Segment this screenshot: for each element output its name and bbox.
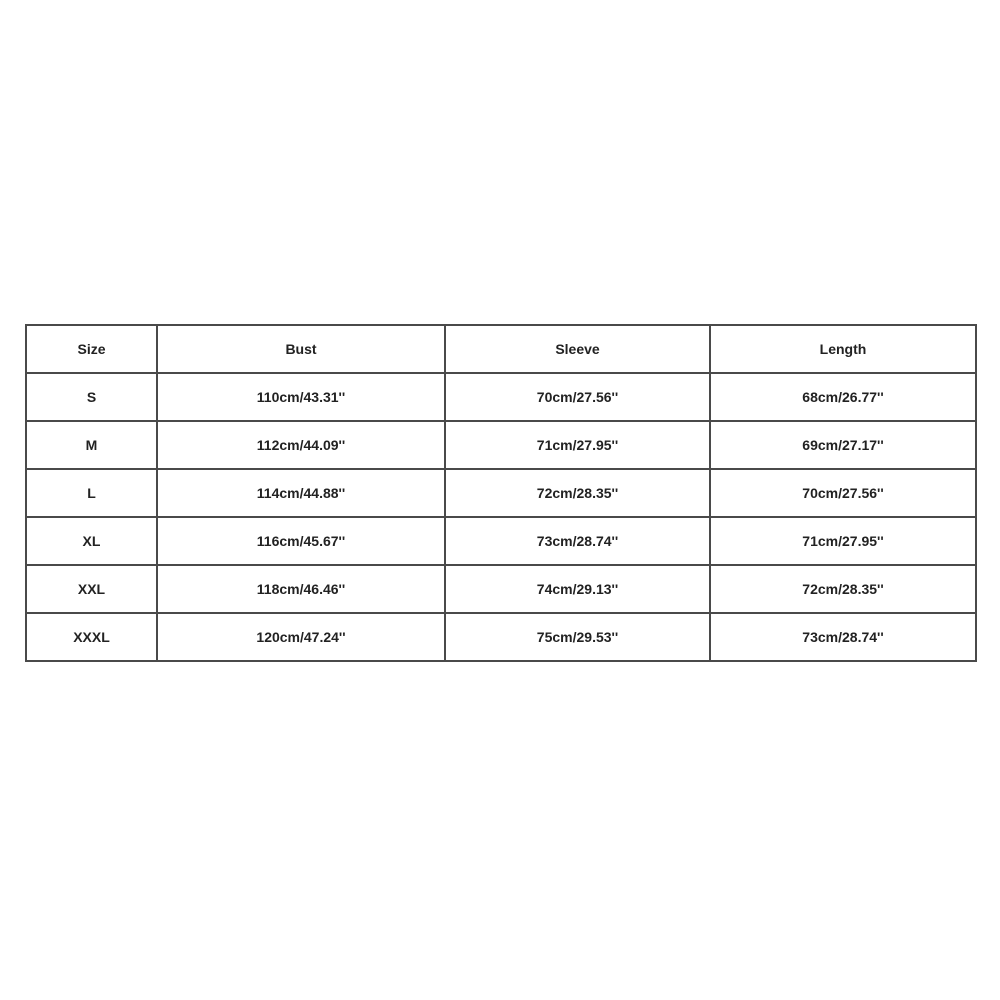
cell-length: 68cm/26.77'' — [710, 373, 976, 421]
table-row — [26, 373, 976, 421]
cell-sleeve: 74cm/29.13'' — [445, 565, 710, 613]
cell-bust: 110cm/43.31'' — [157, 373, 445, 421]
table-row — [26, 517, 976, 565]
cell-length: 69cm/27.17'' — [710, 421, 976, 469]
cell-bust: 112cm/44.09'' — [157, 421, 445, 469]
cell-sleeve: 70cm/27.56'' — [445, 373, 710, 421]
cell-size: XXXL — [26, 613, 157, 661]
cell-size: M — [26, 421, 157, 469]
header-row — [26, 325, 976, 373]
header-sleeve: Sleeve — [445, 325, 710, 373]
cell-size: L — [26, 469, 157, 517]
table-row — [26, 469, 976, 517]
table-row — [26, 565, 976, 613]
cell-size: S — [26, 373, 157, 421]
cell-bust: 118cm/46.46'' — [157, 565, 445, 613]
cell-length: 71cm/27.95'' — [710, 517, 976, 565]
cell-bust: 114cm/44.88'' — [157, 469, 445, 517]
cell-length: 73cm/28.74'' — [710, 613, 976, 661]
cell-size: XL — [26, 517, 157, 565]
cell-sleeve: 75cm/29.53'' — [445, 613, 710, 661]
header-length: Length — [710, 325, 976, 373]
cell-length: 72cm/28.35'' — [710, 565, 976, 613]
header-bust: Bust — [157, 325, 445, 373]
cell-length: 70cm/27.56'' — [710, 469, 976, 517]
cell-sleeve: 73cm/28.74'' — [445, 517, 710, 565]
cell-bust: 116cm/45.67'' — [157, 517, 445, 565]
table-body — [26, 373, 976, 661]
header-size: Size — [26, 325, 157, 373]
size-chart-table — [25, 324, 977, 662]
cell-sleeve: 71cm/27.95'' — [445, 421, 710, 469]
cell-size: XXL — [26, 565, 157, 613]
cell-sleeve: 72cm/28.35'' — [445, 469, 710, 517]
cell-bust: 120cm/47.24'' — [157, 613, 445, 661]
table-row — [26, 613, 976, 661]
table-header — [26, 325, 976, 373]
table-row — [26, 421, 976, 469]
